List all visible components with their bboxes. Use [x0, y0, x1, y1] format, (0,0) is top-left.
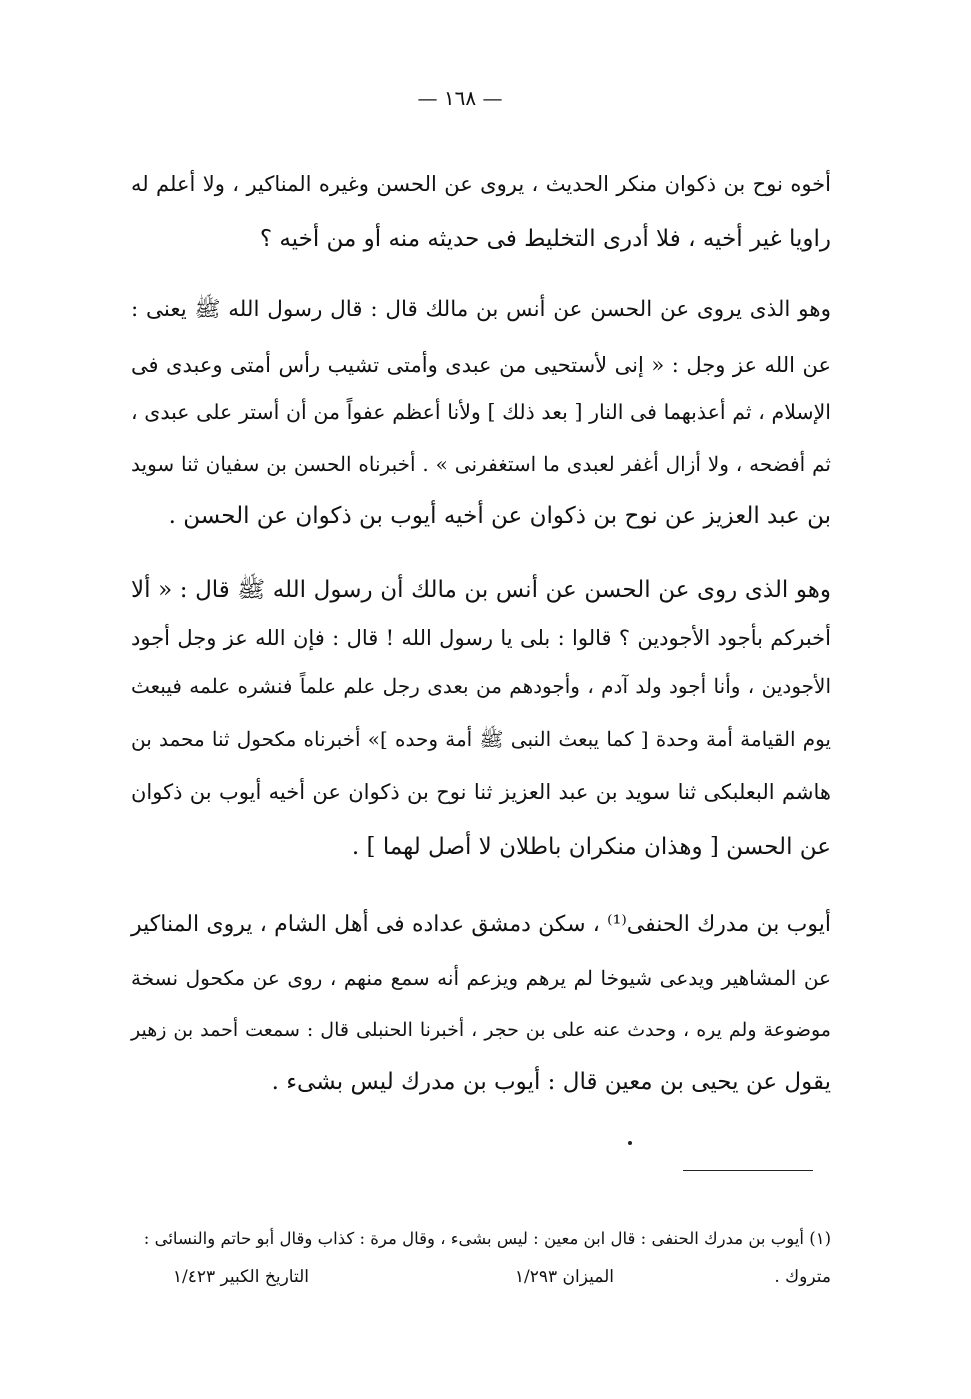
paragraph-3-line-6: عن الحسن [ وهذان منكران باطلان لا أصل لهما ] .	[351, 834, 831, 860]
paragraph-3-line-1: وهو الذى روى عن الحسن عن أنس بن مالك أن رسول الله ﷺ قال : « ألا	[131, 577, 831, 603]
paragraph-2-line-5: بن عبد العزيز عن نوح بن ذكوان عن أخيه أيوب بن ذكوان عن الحسن .	[168, 503, 831, 529]
paragraph-4-line-3: موضوعة ولم يره ، وحدث عنه على بن حجر ، أخبرنا الحنبلى قال : سمعت أحمد بن زهير	[131, 1019, 831, 1041]
footnote-word: متروك .	[774, 1267, 831, 1287]
paragraph-1-line-1: أخوه نوح بن ذكوان منكر الحديث ، يروى عن الحسن وغيره المناكير ، ولا أعلم له	[131, 172, 831, 196]
paragraph-1-line-2: راويا غير أخيه ، فلا أدرى التخليط فى حديثه منه أو من أخيه ؟	[259, 226, 831, 252]
footnote-reference-mizan: الميزان ١/٢٩٣	[514, 1267, 614, 1287]
paragraph-2-line-3: الإسلام ، ثم أعذبهما فى النار [ بعد ذلك ] ولأنا أعظم عفواً من أن أستر على عبدى ،	[131, 400, 831, 424]
paragraph-4-line-4: يقول عن يحيى بن معين قال : أيوب بن مدرك ليس بشىء .	[271, 1069, 831, 1095]
paragraph-3-line-5: هاشم البعلبكى ثنا سويد بن عبد العزيز ثنا نوح بن ذكوان عن أخيه أيوب بن ذكوان	[131, 780, 831, 804]
page-number: — ١٦٨ —	[417, 86, 503, 110]
paragraph-3-line-2: أخبركم بأجود الأجودين ؟ قالوا : بلى يا رسول الله ! قال : فإن الله عز وجل أجود	[131, 626, 831, 650]
paragraph-3-line-4: يوم القيامة أمة وحدة [ كما يبعث النبى ﷺ أمة وحده ]» أخبرناه مكحول ثنا محمد بن	[131, 727, 831, 751]
footnote-references	[131, 1263, 831, 1291]
footnote-reference-tarikh: التاريخ الكبير ١/٤٢٣	[172, 1267, 309, 1287]
paragraph-2-line-4: ثم أفضحه ، ولا أزال أغفر لعبدى ما استغفرنى » . أخبرناه الحسن بن سفيان ثنا سويد	[131, 452, 831, 476]
footnote-separator	[683, 1170, 813, 1171]
paragraph-4-line-2: عن المشاهير ويدعى شيوخا لم يرهم ويزعم أنه سمع منهم ، روى عن مكحول نسخة	[131, 966, 831, 990]
ink-mark	[628, 1141, 632, 1145]
paragraph-3-line-3: الأجودين ، وأنا أجود ولد آدم ، وأجودهم من بعدى رجل علم علماً فنشره علمه فيبعث	[131, 674, 831, 698]
paragraph-4-line-1: أيوب بن مدرك الحنفى⁽¹⁾ ، سكن دمشق عداده فى أهل الشام ، يروى المناكير	[131, 912, 831, 937]
footnote-line-1: (١) أيوب بن مدرك الحنفى : قال ابن معين : ليس بشىء ، وقال مرة : كذاب وقال أبو حاتم والنسائى :	[143, 1229, 831, 1248]
paragraph-2-line-1: وهو الذى يروى عن الحسن عن أنس بن مالك قال : قال رسول الله ﷺ يعنى :	[131, 297, 831, 322]
paragraph-2-line-2: عن الله عز وجل : « إنى لأستحيى من عبدى وأمتى تشيب رأس أمتى وعبدى فى	[131, 353, 831, 377]
